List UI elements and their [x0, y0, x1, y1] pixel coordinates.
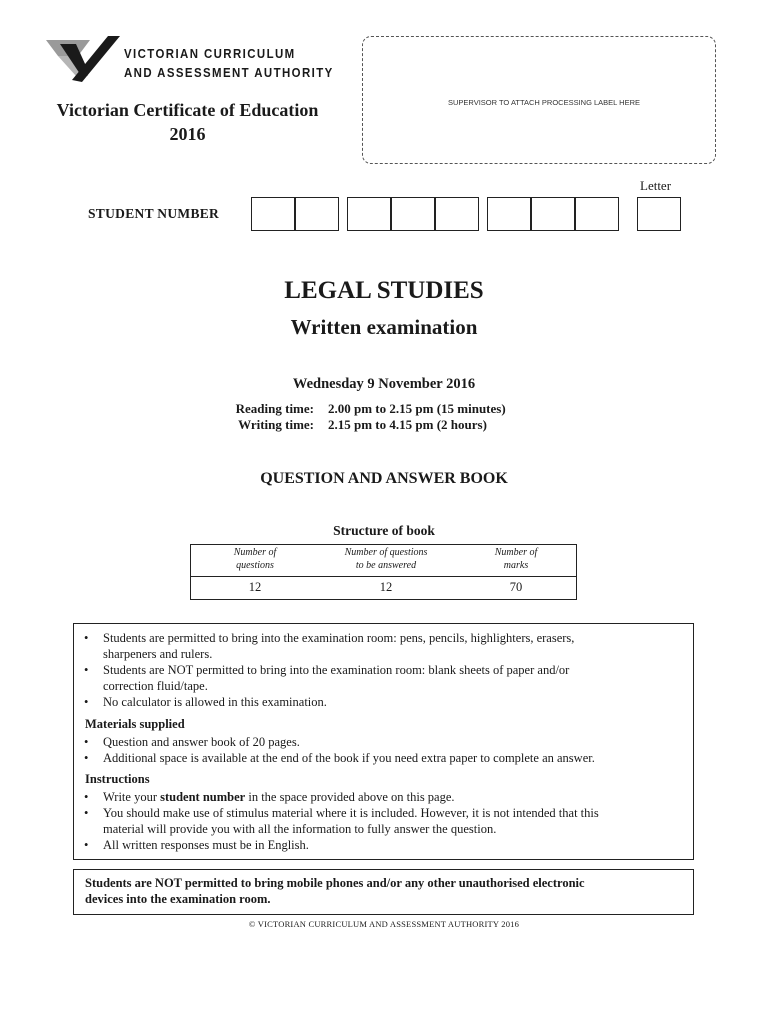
list-item-text: Question and answer book of 20 pages.: [103, 735, 300, 749]
exam-type: Written examination: [290, 315, 478, 339]
warning-line: devices into the examination room.: [85, 892, 271, 906]
list-item: [84, 805, 684, 821]
bullet: •: [84, 735, 89, 749]
bullet: •: [84, 751, 89, 765]
student-number-label: STUDENT NUMBER: [88, 206, 220, 221]
book-title: QUESTION AND ANSWER BOOK: [260, 470, 508, 487]
student-number-digit-box[interactable]: [487, 197, 531, 231]
list-item: [84, 837, 684, 853]
supervisor-label-text: SUPERVISOR TO ATTACH PROCESSING LABEL HERE: [448, 98, 640, 107]
table-header-line: Number of questions: [344, 547, 428, 558]
bullet: •: [84, 631, 89, 645]
table-header-line: questions: [236, 560, 274, 571]
table-header-line: Number of: [494, 547, 538, 558]
reading-time-value: 2.00 pm to 2.15 pm (15 minutes): [328, 401, 506, 416]
instructions-list: [84, 789, 684, 853]
writing-time-label: Writing time:: [238, 417, 314, 432]
list-item-text: sharpeners and rulers.: [103, 647, 213, 661]
list-item: [84, 662, 684, 678]
list-item: [84, 694, 684, 710]
list-item: [84, 734, 684, 750]
list-item-text: Students are permitted to bring into the examination room: pens, pencils, highlighters, erasers,: [103, 631, 575, 645]
student-number-emphasis: student number: [160, 790, 246, 804]
warning-line: Students are NOT permitted to bring mobile phones and/or any other unauthorised electronic: [85, 876, 585, 890]
certificate-year: 2016: [169, 124, 206, 144]
list-item-text: Additional space is available at the end of the book if you need extra paper to complete an answer.: [103, 751, 595, 765]
list-item-text: material will provide you with all the information to fully answer the question.: [103, 822, 497, 836]
vcaa-logo-icon: [46, 36, 126, 82]
materials-list: [84, 734, 684, 766]
table-cell-marks: 70: [509, 580, 523, 594]
student-number-digit-box[interactable]: [575, 197, 619, 231]
logo-line-1: VICTORIAN CURRICULUM: [124, 46, 296, 61]
bullet: •: [84, 806, 89, 820]
table-header-to-answer: [316, 546, 456, 572]
student-number-digit-box[interactable]: [435, 197, 479, 231]
list-item-text: correction fluid/tape.: [103, 679, 208, 693]
bullet: •: [84, 695, 89, 709]
list-item-continuation: [84, 646, 684, 662]
list-item-text: in the space provided above on this page.: [245, 790, 455, 804]
table-header-marks: [466, 546, 566, 572]
structure-title: Structure of book: [333, 523, 435, 538]
table-header-line: Number of: [233, 547, 277, 558]
list-item-text: All written responses must be in English.: [103, 838, 309, 852]
list-item-continuation: [84, 821, 684, 837]
writing-time-value: 2.15 pm to 4.15 pm (2 hours): [328, 417, 487, 432]
list-item-text: Students are NOT permitted to bring into the examination room: blank sheets of paper and/or: [103, 663, 570, 677]
student-letter-box[interactable]: [637, 197, 681, 231]
logo-line-2: AND ASSESSMENT AUTHORITY: [124, 65, 334, 80]
student-number-digit-box[interactable]: [347, 197, 391, 231]
warning-text: [85, 875, 685, 907]
student-number-digit-box[interactable]: [251, 197, 295, 231]
permitted-items-list: [84, 630, 684, 710]
table-header-line: to be answered: [355, 560, 417, 571]
subject-title: LEGAL STUDIES: [284, 277, 484, 304]
list-item: [84, 789, 684, 805]
letter-label: Letter: [640, 178, 672, 193]
list-item-text: No calculator is allowed in this examination.: [103, 695, 327, 709]
exam-date: Wednesday 9 November 2016: [292, 376, 476, 392]
certificate-title: Victorian Certificate of Education: [56, 100, 319, 120]
list-item: [84, 750, 684, 766]
copyright: © VICTORIAN CURRICULUM AND ASSESSMENT AUTHORITY 2016: [248, 919, 520, 929]
bullet: •: [84, 838, 89, 852]
table-header-questions: [205, 546, 305, 572]
list-item: [84, 630, 684, 646]
bullet: •: [84, 790, 89, 804]
student-number-digit-box[interactable]: [531, 197, 575, 231]
student-number-digit-box[interactable]: [391, 197, 435, 231]
instructions-heading: Instructions: [85, 772, 150, 786]
materials-heading: Materials supplied: [85, 717, 185, 731]
table-cell-questions: 12: [248, 580, 262, 594]
list-item-text: You should make use of stimulus material where it is included. However, it is not intended that this: [103, 806, 599, 820]
student-number-digit-box[interactable]: [295, 197, 339, 231]
bullet: •: [84, 663, 89, 677]
table-divider: [190, 576, 577, 577]
table-header-line: marks: [503, 560, 529, 571]
reading-time-label: Reading time:: [235, 401, 314, 416]
table-cell-to-answer: 12: [379, 580, 393, 594]
list-item-continuation: [84, 678, 684, 694]
list-item-text: Write your: [103, 790, 161, 804]
